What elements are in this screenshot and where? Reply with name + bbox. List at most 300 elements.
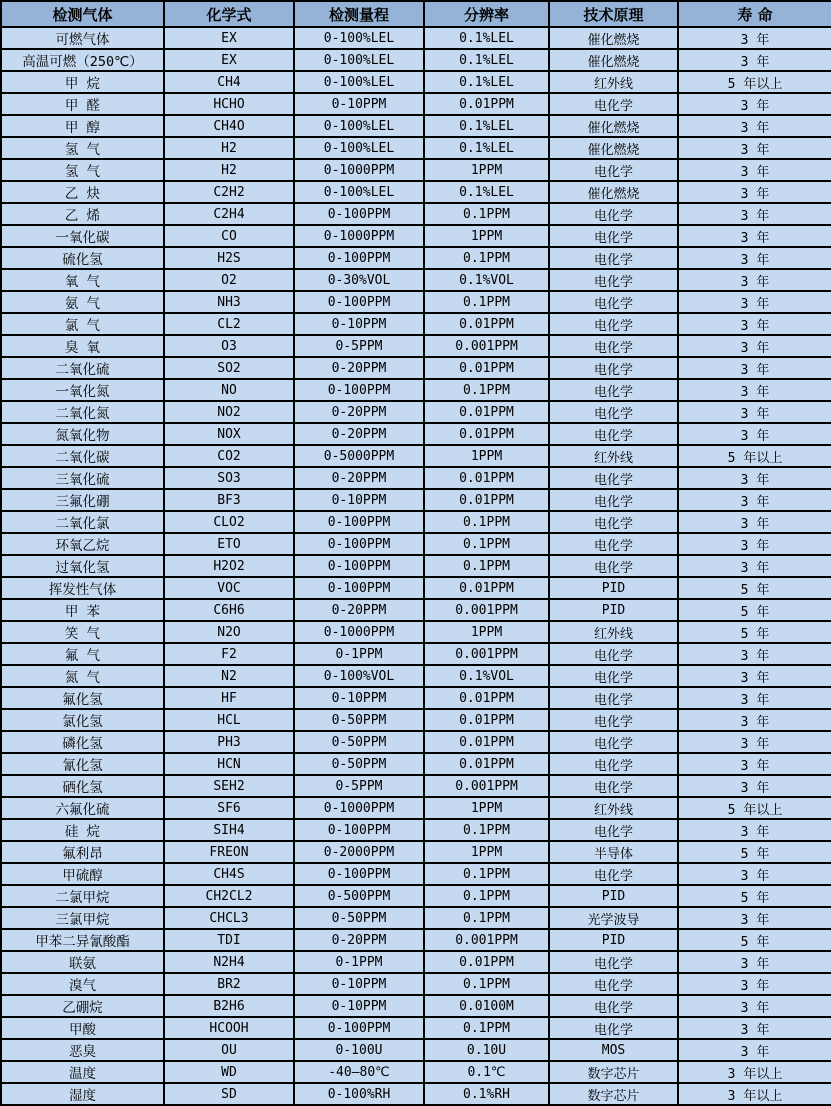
lifespan-cell: 3 年	[678, 753, 831, 775]
resolution-cell: 1PPM	[424, 159, 549, 181]
table-row	[1, 269, 831, 291]
lifespan-cell: 3 年	[678, 203, 831, 225]
range-cell: 0-20PPM	[294, 929, 424, 951]
resolution-cell: 0.001PPM	[424, 929, 549, 951]
resolution-cell: 0.001PPM	[424, 775, 549, 797]
range-cell: 0-1000PPM	[294, 621, 424, 643]
resolution-cell: 0.1PPM	[424, 885, 549, 907]
range-cell: 0-1000PPM	[294, 225, 424, 247]
table-row	[1, 1083, 831, 1105]
principle-cell: 电化学	[549, 159, 678, 181]
range-cell: 0-50PPM	[294, 907, 424, 929]
lifespan-cell: 3 年	[678, 269, 831, 291]
resolution-cell: 0.1PPM	[424, 1017, 549, 1039]
gas-name-cell: 乙硼烷	[1, 995, 164, 1017]
lifespan-cell: 3 年	[678, 335, 831, 357]
resolution-cell: 0.1%LEL	[424, 49, 549, 71]
table-row	[1, 753, 831, 775]
formula-cell: HF	[164, 687, 294, 709]
table-row	[1, 489, 831, 511]
lifespan-cell: 5 年	[678, 885, 831, 907]
header-row	[1, 1, 831, 27]
range-cell: 0-100%LEL	[294, 181, 424, 203]
principle-cell: 电化学	[549, 93, 678, 115]
gas-name-cell: 甲 醛	[1, 93, 164, 115]
lifespan-cell: 3 年以上	[678, 1083, 831, 1105]
lifespan-cell: 3 年以上	[678, 1061, 831, 1083]
lifespan-cell: 5 年	[678, 599, 831, 621]
lifespan-cell: 3 年	[678, 489, 831, 511]
formula-cell: HCHO	[164, 93, 294, 115]
principle-cell: 电化学	[549, 731, 678, 753]
principle-cell: 催化燃烧	[549, 115, 678, 137]
principle-cell: 数字芯片	[549, 1083, 678, 1105]
table-row	[1, 335, 831, 357]
gas-name-cell: 氢 气	[1, 137, 164, 159]
principle-cell: PID	[549, 599, 678, 621]
range-cell: 0-100PPM	[294, 379, 424, 401]
formula-cell: EX	[164, 27, 294, 49]
table-row	[1, 731, 831, 753]
gas-name-cell: 乙 烯	[1, 203, 164, 225]
principle-cell: 催化燃烧	[549, 137, 678, 159]
gas-name-cell: 二氧化氯	[1, 511, 164, 533]
table-row	[1, 555, 831, 577]
gas-name-cell: 甲酸	[1, 1017, 164, 1039]
resolution-cell: 0.01PPM	[424, 313, 549, 335]
header-chemical-formula: 化学式	[164, 1, 294, 27]
gas-name-cell: 氟化氢	[1, 687, 164, 709]
resolution-cell: 0.1%VOL	[424, 269, 549, 291]
lifespan-cell: 3 年	[678, 291, 831, 313]
resolution-cell: 0.1%LEL	[424, 115, 549, 137]
gas-name-cell: 一氧化氮	[1, 379, 164, 401]
formula-cell: C6H6	[164, 599, 294, 621]
table-row	[1, 687, 831, 709]
gas-name-cell: 磷化氢	[1, 731, 164, 753]
formula-cell: EX	[164, 49, 294, 71]
resolution-cell: 0.1PPM	[424, 973, 549, 995]
principle-cell: 半导体	[549, 841, 678, 863]
table-row	[1, 709, 831, 731]
formula-cell: SO2	[164, 357, 294, 379]
range-cell: 0-50PPM	[294, 709, 424, 731]
range-cell: 0-100PPM	[294, 863, 424, 885]
lifespan-cell: 3 年	[678, 687, 831, 709]
table-row	[1, 929, 831, 951]
gas-name-cell: 氮氧化物	[1, 423, 164, 445]
principle-cell: 电化学	[549, 379, 678, 401]
lifespan-cell: 3 年	[678, 357, 831, 379]
table-row	[1, 643, 831, 665]
gas-name-cell: 可燃气体	[1, 27, 164, 49]
table-row	[1, 357, 831, 379]
table-row	[1, 951, 831, 973]
range-cell: 0-30%VOL	[294, 269, 424, 291]
table-row	[1, 819, 831, 841]
formula-cell: OU	[164, 1039, 294, 1061]
principle-cell: 催化燃烧	[549, 181, 678, 203]
range-cell: 0-100PPM	[294, 247, 424, 269]
table-row	[1, 445, 831, 467]
resolution-cell: 0.1PPM	[424, 291, 549, 313]
formula-cell: SEH2	[164, 775, 294, 797]
gas-name-cell: 氰化氢	[1, 753, 164, 775]
table-row	[1, 907, 831, 929]
principle-cell: 电化学	[549, 863, 678, 885]
formula-cell: SO3	[164, 467, 294, 489]
resolution-cell: 1PPM	[424, 841, 549, 863]
gas-name-cell: 三氟化硼	[1, 489, 164, 511]
lifespan-cell: 3 年	[678, 1039, 831, 1061]
lifespan-cell: 3 年	[678, 137, 831, 159]
formula-cell: O3	[164, 335, 294, 357]
lifespan-cell: 3 年	[678, 181, 831, 203]
header-resolution: 分辨率	[424, 1, 549, 27]
range-cell: 0-20PPM	[294, 423, 424, 445]
table-row	[1, 1061, 831, 1083]
table-row	[1, 225, 831, 247]
formula-cell: BR2	[164, 973, 294, 995]
lifespan-cell: 3 年	[678, 951, 831, 973]
resolution-cell: 0.1%RH	[424, 1083, 549, 1105]
principle-cell: 电化学	[549, 247, 678, 269]
lifespan-cell: 3 年	[678, 775, 831, 797]
resolution-cell: 0.1%LEL	[424, 27, 549, 49]
table-row	[1, 49, 831, 71]
table-row	[1, 291, 831, 313]
resolution-cell: 0.01PPM	[424, 401, 549, 423]
resolution-cell: 0.001PPM	[424, 643, 549, 665]
gas-name-cell: 三氯甲烷	[1, 907, 164, 929]
principle-cell: 数字芯片	[549, 1061, 678, 1083]
lifespan-cell: 3 年	[678, 665, 831, 687]
resolution-cell: 0.1PPM	[424, 247, 549, 269]
range-cell: 0-100PPM	[294, 291, 424, 313]
gas-name-cell: 联氨	[1, 951, 164, 973]
gas-name-cell: 硫化氢	[1, 247, 164, 269]
range-cell: 0-10PPM	[294, 489, 424, 511]
table-row	[1, 27, 831, 49]
range-cell: 0-500PPM	[294, 885, 424, 907]
resolution-cell: 0.01PPM	[424, 489, 549, 511]
principle-cell: 电化学	[549, 401, 678, 423]
lifespan-cell: 5 年以上	[678, 797, 831, 819]
range-cell: 0-1000PPM	[294, 797, 424, 819]
range-cell: 0-5PPM	[294, 335, 424, 357]
lifespan-cell: 3 年	[678, 731, 831, 753]
range-cell: 0-100PPM	[294, 555, 424, 577]
principle-cell: 催化燃烧	[549, 27, 678, 49]
table-row	[1, 467, 831, 489]
table-row	[1, 621, 831, 643]
gas-name-cell: 臭 氧	[1, 335, 164, 357]
range-cell: 0-1000PPM	[294, 159, 424, 181]
resolution-cell: 0.01PPM	[424, 753, 549, 775]
lifespan-cell: 3 年	[678, 27, 831, 49]
formula-cell: ETO	[164, 533, 294, 555]
lifespan-cell: 3 年	[678, 907, 831, 929]
table-row	[1, 599, 831, 621]
principle-cell: 电化学	[549, 775, 678, 797]
lifespan-cell: 3 年	[678, 995, 831, 1017]
formula-cell: N2	[164, 665, 294, 687]
range-cell: 0-20PPM	[294, 357, 424, 379]
range-cell: 0-100%VOL	[294, 665, 424, 687]
table-row	[1, 423, 831, 445]
table-row	[1, 203, 831, 225]
gas-name-cell: 氯 气	[1, 313, 164, 335]
lifespan-cell: 3 年	[678, 511, 831, 533]
resolution-cell: 0.01PPM	[424, 709, 549, 731]
principle-cell: PID	[549, 577, 678, 599]
formula-cell: CH2CL2	[164, 885, 294, 907]
principle-cell: 红外线	[549, 621, 678, 643]
range-cell: 0-100PPM	[294, 511, 424, 533]
formula-cell: C2H2	[164, 181, 294, 203]
formula-cell: NOX	[164, 423, 294, 445]
range-cell: 0-5000PPM	[294, 445, 424, 467]
table-row	[1, 665, 831, 687]
principle-cell: 电化学	[549, 489, 678, 511]
resolution-cell: 0.1PPM	[424, 863, 549, 885]
table-row	[1, 577, 831, 599]
principle-cell: 电化学	[549, 533, 678, 555]
formula-cell: TDI	[164, 929, 294, 951]
resolution-cell: 0.1PPM	[424, 907, 549, 929]
lifespan-cell: 5 年以上	[678, 445, 831, 467]
resolution-cell: 0.01PPM	[424, 467, 549, 489]
table-row	[1, 1039, 831, 1061]
principle-cell: 红外线	[549, 797, 678, 819]
resolution-cell: 0.01PPM	[424, 731, 549, 753]
lifespan-cell: 3 年	[678, 93, 831, 115]
lifespan-cell: 3 年	[678, 863, 831, 885]
formula-cell: CH4O	[164, 115, 294, 137]
lifespan-cell: 3 年	[678, 819, 831, 841]
header-technical-principle: 技术原理	[549, 1, 678, 27]
principle-cell: PID	[549, 929, 678, 951]
formula-cell: H2S	[164, 247, 294, 269]
resolution-cell: 1PPM	[424, 445, 549, 467]
resolution-cell: 1PPM	[424, 621, 549, 643]
formula-cell: BF3	[164, 489, 294, 511]
lifespan-cell: 3 年	[678, 973, 831, 995]
gas-name-cell: 硅 烷	[1, 819, 164, 841]
range-cell: 0-10PPM	[294, 313, 424, 335]
formula-cell: HCOOH	[164, 1017, 294, 1039]
principle-cell: 催化燃烧	[549, 49, 678, 71]
formula-cell: B2H6	[164, 995, 294, 1017]
range-cell: 0-10PPM	[294, 687, 424, 709]
range-cell: 0-100%LEL	[294, 137, 424, 159]
resolution-cell: 0.1PPM	[424, 511, 549, 533]
gas-name-cell: 乙 炔	[1, 181, 164, 203]
formula-cell: SIH4	[164, 819, 294, 841]
table-row	[1, 137, 831, 159]
formula-cell: HCN	[164, 753, 294, 775]
principle-cell: 红外线	[549, 71, 678, 93]
range-cell: 0-1PPM	[294, 643, 424, 665]
gas-name-cell: 恶臭	[1, 1039, 164, 1061]
gas-name-cell: 挥发性气体	[1, 577, 164, 599]
gas-name-cell: 一氧化碳	[1, 225, 164, 247]
table-row	[1, 973, 831, 995]
gas-name-cell: 环氧乙烷	[1, 533, 164, 555]
formula-cell: F2	[164, 643, 294, 665]
resolution-cell: 0.1PPM	[424, 819, 549, 841]
range-cell: 0-50PPM	[294, 731, 424, 753]
principle-cell: 电化学	[549, 511, 678, 533]
range-cell: 0-5PPM	[294, 775, 424, 797]
resolution-cell: 1PPM	[424, 797, 549, 819]
principle-cell: 红外线	[549, 445, 678, 467]
principle-cell: 电化学	[549, 313, 678, 335]
lifespan-cell: 3 年	[678, 225, 831, 247]
principle-cell: 电化学	[549, 687, 678, 709]
header-lifespan: 寿 命	[678, 1, 831, 27]
principle-cell: 电化学	[549, 203, 678, 225]
gas-name-cell: 氟 气	[1, 643, 164, 665]
gas-name-cell: 氯化氢	[1, 709, 164, 731]
gas-name-cell: 硒化氢	[1, 775, 164, 797]
formula-cell: PH3	[164, 731, 294, 753]
lifespan-cell: 3 年	[678, 423, 831, 445]
resolution-cell: 0.01PPM	[424, 423, 549, 445]
table-row	[1, 797, 831, 819]
table-row	[1, 995, 831, 1017]
table-row	[1, 159, 831, 181]
principle-cell: PID	[549, 885, 678, 907]
lifespan-cell: 5 年	[678, 929, 831, 951]
table-row	[1, 181, 831, 203]
range-cell: 0-20PPM	[294, 401, 424, 423]
range-cell: 0-10PPM	[294, 973, 424, 995]
lifespan-cell: 3 年	[678, 49, 831, 71]
principle-cell: 电化学	[549, 291, 678, 313]
table-row	[1, 71, 831, 93]
range-cell: 0-1PPM	[294, 951, 424, 973]
resolution-cell: 0.1PPM	[424, 203, 549, 225]
formula-cell: H2O2	[164, 555, 294, 577]
range-cell: 0-100%LEL	[294, 27, 424, 49]
resolution-cell: 0.1%LEL	[424, 181, 549, 203]
principle-cell: 电化学	[549, 1017, 678, 1039]
gas-name-cell: 笑 气	[1, 621, 164, 643]
lifespan-cell: 5 年	[678, 841, 831, 863]
lifespan-cell: 3 年	[678, 159, 831, 181]
range-cell: 0-20PPM	[294, 467, 424, 489]
table-header	[1, 1, 831, 27]
gas-name-cell: 二氧化氮	[1, 401, 164, 423]
resolution-cell: 0.001PPM	[424, 599, 549, 621]
formula-cell: WD	[164, 1061, 294, 1083]
principle-cell: 电化学	[549, 709, 678, 731]
principle-cell: 电化学	[549, 819, 678, 841]
gas-name-cell: 氧 气	[1, 269, 164, 291]
table-row	[1, 511, 831, 533]
table-row	[1, 863, 831, 885]
resolution-cell: 0.01PPM	[424, 93, 549, 115]
gas-name-cell: 氟利昂	[1, 841, 164, 863]
principle-cell: 电化学	[549, 995, 678, 1017]
formula-cell: SD	[164, 1083, 294, 1105]
gas-name-cell: 二氧化碳	[1, 445, 164, 467]
table-row	[1, 533, 831, 555]
header-detection-range: 检测量程	[294, 1, 424, 27]
gas-name-cell: 高温可燃（250℃）	[1, 49, 164, 71]
formula-cell: SF6	[164, 797, 294, 819]
gas-name-cell: 甲硫醇	[1, 863, 164, 885]
formula-cell: CHCL3	[164, 907, 294, 929]
lifespan-cell: 3 年	[678, 1017, 831, 1039]
resolution-cell: 0.1℃	[424, 1061, 549, 1083]
formula-cell: H2	[164, 159, 294, 181]
formula-cell: CO	[164, 225, 294, 247]
resolution-cell: 0.001PPM	[424, 335, 549, 357]
table-row	[1, 775, 831, 797]
lifespan-cell: 5 年	[678, 621, 831, 643]
principle-cell: 电化学	[549, 973, 678, 995]
lifespan-cell: 3 年	[678, 533, 831, 555]
range-cell: 0-2000PPM	[294, 841, 424, 863]
lifespan-cell: 3 年	[678, 115, 831, 137]
range-cell: 0-100%LEL	[294, 71, 424, 93]
principle-cell: 电化学	[549, 335, 678, 357]
lifespan-cell: 3 年	[678, 643, 831, 665]
principle-cell: MOS	[549, 1039, 678, 1061]
gas-name-cell: 六氟化硫	[1, 797, 164, 819]
resolution-cell: 0.1PPM	[424, 555, 549, 577]
range-cell: 0-100PPM	[294, 1017, 424, 1039]
principle-cell: 电化学	[549, 555, 678, 577]
resolution-cell: 0.1PPM	[424, 379, 549, 401]
table-row	[1, 1017, 831, 1039]
formula-cell: CH4	[164, 71, 294, 93]
formula-cell: N2H4	[164, 951, 294, 973]
gas-name-cell: 过氧化氢	[1, 555, 164, 577]
formula-cell: N2O	[164, 621, 294, 643]
formula-cell: CLO2	[164, 511, 294, 533]
range-cell: 0-100PPM	[294, 203, 424, 225]
range-cell: 0-10PPM	[294, 995, 424, 1017]
resolution-cell: 0.01PPM	[424, 577, 549, 599]
range-cell: 0-100PPM	[294, 819, 424, 841]
range-cell: 0-100%LEL	[294, 49, 424, 71]
table-row	[1, 313, 831, 335]
principle-cell: 电化学	[549, 951, 678, 973]
gas-name-cell: 甲 醇	[1, 115, 164, 137]
formula-cell: NO	[164, 379, 294, 401]
range-cell: 0-100%RH	[294, 1083, 424, 1105]
principle-cell: 电化学	[549, 225, 678, 247]
gas-name-cell: 二氧化硫	[1, 357, 164, 379]
header-gas-name: 检测气体	[1, 1, 164, 27]
resolution-cell: 0.1PPM	[424, 533, 549, 555]
formula-cell: H2	[164, 137, 294, 159]
formula-cell: CL2	[164, 313, 294, 335]
resolution-cell: 0.1%LEL	[424, 71, 549, 93]
resolution-cell: 0.01PPM	[424, 951, 549, 973]
table-row	[1, 93, 831, 115]
gas-name-cell: 甲 苯	[1, 599, 164, 621]
formula-cell: HCL	[164, 709, 294, 731]
lifespan-cell: 3 年	[678, 467, 831, 489]
table-row	[1, 115, 831, 137]
lifespan-cell: 3 年	[678, 379, 831, 401]
gas-name-cell: 湿度	[1, 1083, 164, 1105]
gas-name-cell: 二氯甲烷	[1, 885, 164, 907]
